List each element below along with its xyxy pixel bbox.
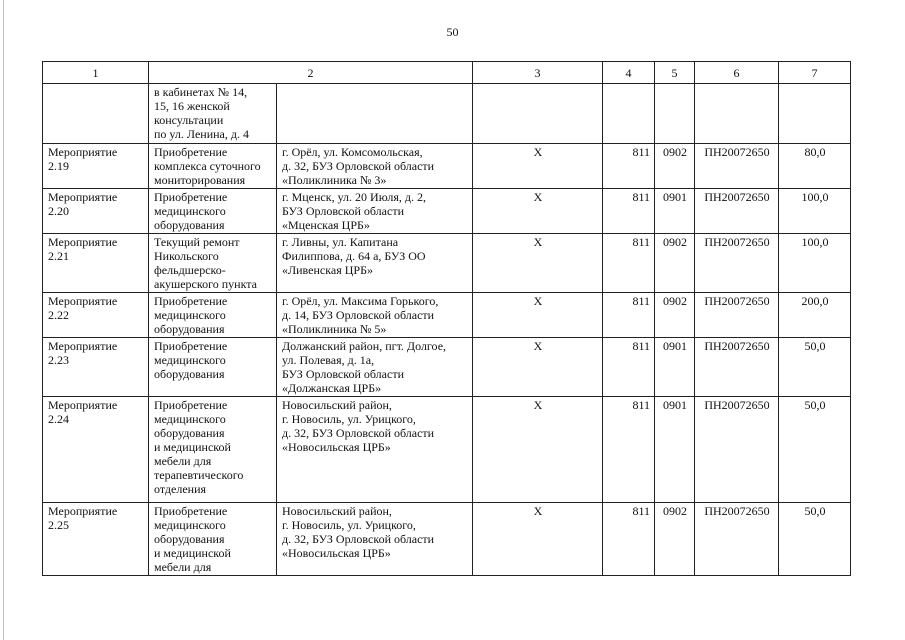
amount-cell <box>779 189 851 234</box>
table-header <box>43 62 851 84</box>
amount-cell-text: 100,0 <box>801 235 829 249</box>
amount-cell <box>779 293 851 338</box>
kvsr-cell <box>603 144 655 189</box>
amount-cell <box>779 144 851 189</box>
measure-cell <box>43 189 149 234</box>
address-cell <box>277 293 473 338</box>
name-cell <box>149 503 277 576</box>
table-row <box>43 144 851 189</box>
name-cell-text: Приобретение медицинского оборудования <box>154 190 228 232</box>
name-cell-text: Текущий ремонт Никольского фельдшерско- акушерского пункта <box>154 235 257 291</box>
table-row <box>43 189 851 234</box>
section-cell-text: 0901 <box>663 190 687 204</box>
name-cell <box>149 84 277 144</box>
kvsr-cell <box>603 503 655 576</box>
amount-cell <box>779 84 851 144</box>
address-cell-text: Новосильский район, г. Новосиль, ул. Урицкого, д. 32, БУЗ Орловской области «Новосильская ЦРБ» <box>282 504 435 560</box>
amount-cell-text: 50,0 <box>804 398 826 412</box>
measure-cell <box>43 338 149 397</box>
header-col-1: 1 <box>43 62 149 84</box>
target-article-cell <box>695 189 779 234</box>
section-cell <box>655 144 695 189</box>
table-row <box>43 338 851 397</box>
col3-cell-text: Х <box>533 190 543 204</box>
table-row <box>43 234 851 293</box>
kvsr-cell <box>603 397 655 503</box>
col3-cell <box>473 293 603 338</box>
amount-cell-text: 200,0 <box>801 294 829 308</box>
col3-cell-text: Х <box>533 504 543 518</box>
measure-cell <box>43 397 149 503</box>
scan-left-edge <box>3 0 4 640</box>
section-cell <box>655 338 695 397</box>
target-article-cell-text: ПН20072650 <box>704 398 770 412</box>
section-cell <box>655 234 695 293</box>
amount-cell <box>779 503 851 576</box>
table-row <box>43 84 851 144</box>
target-article-cell <box>695 84 779 144</box>
measure-cell <box>43 84 149 144</box>
col3-cell-text: Х <box>533 294 543 308</box>
target-article-cell-text: ПН20072650 <box>704 339 770 353</box>
target-article-cell <box>695 397 779 503</box>
address-cell-text: г. Орёл, ул. Комсомольская, д. 32, БУЗ Орловской области «Поликлиника № 3» <box>282 145 435 187</box>
measure-cell-text: Мероприятие 2.22 <box>48 294 118 322</box>
table-body <box>43 84 851 576</box>
kvsr-cell <box>603 234 655 293</box>
col3-cell-text: Х <box>533 145 543 159</box>
kvsr-cell-text: 811 <box>632 398 650 412</box>
measure-cell <box>43 503 149 576</box>
section-cell-text: 0902 <box>663 294 687 308</box>
section-cell <box>655 293 695 338</box>
header-col-3: 3 <box>473 62 603 84</box>
kvsr-cell <box>603 84 655 144</box>
measure-cell <box>43 144 149 189</box>
name-cell-text: Приобретение медицинского оборудования <box>154 339 228 381</box>
col3-cell <box>473 84 603 144</box>
target-article-cell-text: ПН20072650 <box>704 504 770 518</box>
col3-cell <box>473 234 603 293</box>
section-cell-text: 0902 <box>663 145 687 159</box>
kvsr-cell-text: 811 <box>632 339 650 353</box>
kvsr-cell <box>603 338 655 397</box>
table-row <box>43 503 851 576</box>
address-cell-text: Новосильский район, г. Новосиль, ул. Урицкого, д. 32, БУЗ Орловской области «Новосильская ЦРБ» <box>282 398 435 454</box>
col3-cell <box>473 144 603 189</box>
header-col-4: 4 <box>603 62 655 84</box>
measure-cell <box>43 234 149 293</box>
address-cell <box>277 234 473 293</box>
measure-cell-text: Мероприятие 2.25 <box>48 504 118 532</box>
name-cell <box>149 293 277 338</box>
amount-cell <box>779 338 851 397</box>
section-cell <box>655 84 695 144</box>
address-cell <box>277 84 473 144</box>
name-cell-text: Приобретение медицинского оборудования и медицинской мебели для терапевтического отделения <box>154 398 244 496</box>
kvsr-cell-text: 811 <box>632 145 650 159</box>
amount-cell-text: 100,0 <box>801 190 829 204</box>
address-cell <box>277 338 473 397</box>
name-cell-text: в кабинетах № 14, 15, 16 женской консультации по ул. Ленина, д. 4 <box>154 85 249 141</box>
header-col-2: 2 <box>149 62 473 84</box>
col3-cell-text: Х <box>533 235 543 249</box>
name-cell <box>149 338 277 397</box>
section-cell <box>655 189 695 234</box>
table-row <box>43 397 851 503</box>
name-cell-text: Приобретение медицинского оборудования и медицинской мебели для <box>154 504 231 574</box>
name-cell-text: Приобретение медицинского оборудования <box>154 294 228 336</box>
amount-cell-text: 50,0 <box>804 339 826 353</box>
amount-cell <box>779 234 851 293</box>
measure-cell-text: Мероприятие 2.20 <box>48 190 118 218</box>
measure-cell-text: Мероприятие 2.19 <box>48 145 118 173</box>
address-cell-text: г. Мценск, ул. 20 Июля, д. 2, БУЗ Орловской области «Мценская ЦРБ» <box>282 190 426 232</box>
col3-cell <box>473 338 603 397</box>
address-cell <box>277 397 473 503</box>
kvsr-cell-text: 811 <box>632 190 650 204</box>
kvsr-cell-text: 811 <box>632 504 650 518</box>
name-cell <box>149 397 277 503</box>
address-cell <box>277 144 473 189</box>
col3-cell <box>473 189 603 234</box>
name-cell <box>149 189 277 234</box>
measure-cell <box>43 293 149 338</box>
measure-cell-text: Мероприятие 2.21 <box>48 235 118 263</box>
col3-cell <box>473 397 603 503</box>
col3-cell-text: Х <box>533 339 543 353</box>
col3-cell-text: Х <box>533 398 543 412</box>
target-article-cell <box>695 144 779 189</box>
kvsr-cell <box>603 189 655 234</box>
target-article-cell-text: ПН20072650 <box>704 294 770 308</box>
header-col-6: 6 <box>695 62 779 84</box>
name-cell-text: Приобретение комплекса суточного мониторирования <box>154 145 261 187</box>
target-article-cell <box>695 503 779 576</box>
page-number: 50 <box>446 25 459 39</box>
measure-cell-text: Мероприятие 2.23 <box>48 339 118 367</box>
address-cell-text: Должанский район, пгт. Долгое, ул. Полевая, д. 1а, БУЗ Орловской области «Должанская ЦРБ» <box>282 339 447 395</box>
target-article-cell <box>695 234 779 293</box>
name-cell <box>149 234 277 293</box>
address-cell <box>277 503 473 576</box>
section-cell-text: 0902 <box>663 504 687 518</box>
section-cell <box>655 397 695 503</box>
amount-cell <box>779 397 851 503</box>
target-article-cell <box>695 293 779 338</box>
target-article-cell <box>695 338 779 397</box>
kvsr-cell-text: 811 <box>632 235 650 249</box>
target-article-cell-text: ПН20072650 <box>704 190 770 204</box>
kvsr-cell <box>603 293 655 338</box>
header-row <box>43 62 851 84</box>
section-cell-text: 0901 <box>663 339 687 353</box>
name-cell <box>149 144 277 189</box>
col3-cell <box>473 503 603 576</box>
section-cell-text: 0901 <box>663 398 687 412</box>
target-article-cell-text: ПН20072650 <box>704 235 770 249</box>
amount-cell-text: 50,0 <box>804 504 826 518</box>
section-cell-text: 0902 <box>663 235 687 249</box>
header-col-7: 7 <box>779 62 851 84</box>
amount-cell-text: 80,0 <box>804 145 826 159</box>
measure-cell-text: Мероприятие 2.24 <box>48 398 118 426</box>
kvsr-cell-text: 811 <box>632 294 650 308</box>
section-cell <box>655 503 695 576</box>
table-row <box>43 293 851 338</box>
target-article-cell-text: ПН20072650 <box>704 145 770 159</box>
address-cell <box>277 189 473 234</box>
address-cell-text: г. Ливны, ул. Капитана Филиппова, д. 64 а, БУЗ ОО «Ливенская ЦРБ» <box>282 235 426 277</box>
address-cell-text: г. Орёл, ул. Максима Горького, д. 14, БУЗ Орловской области «Поликлиника № 5» <box>282 294 439 336</box>
budget-measures-table <box>42 61 851 576</box>
header-col-5: 5 <box>655 62 695 84</box>
